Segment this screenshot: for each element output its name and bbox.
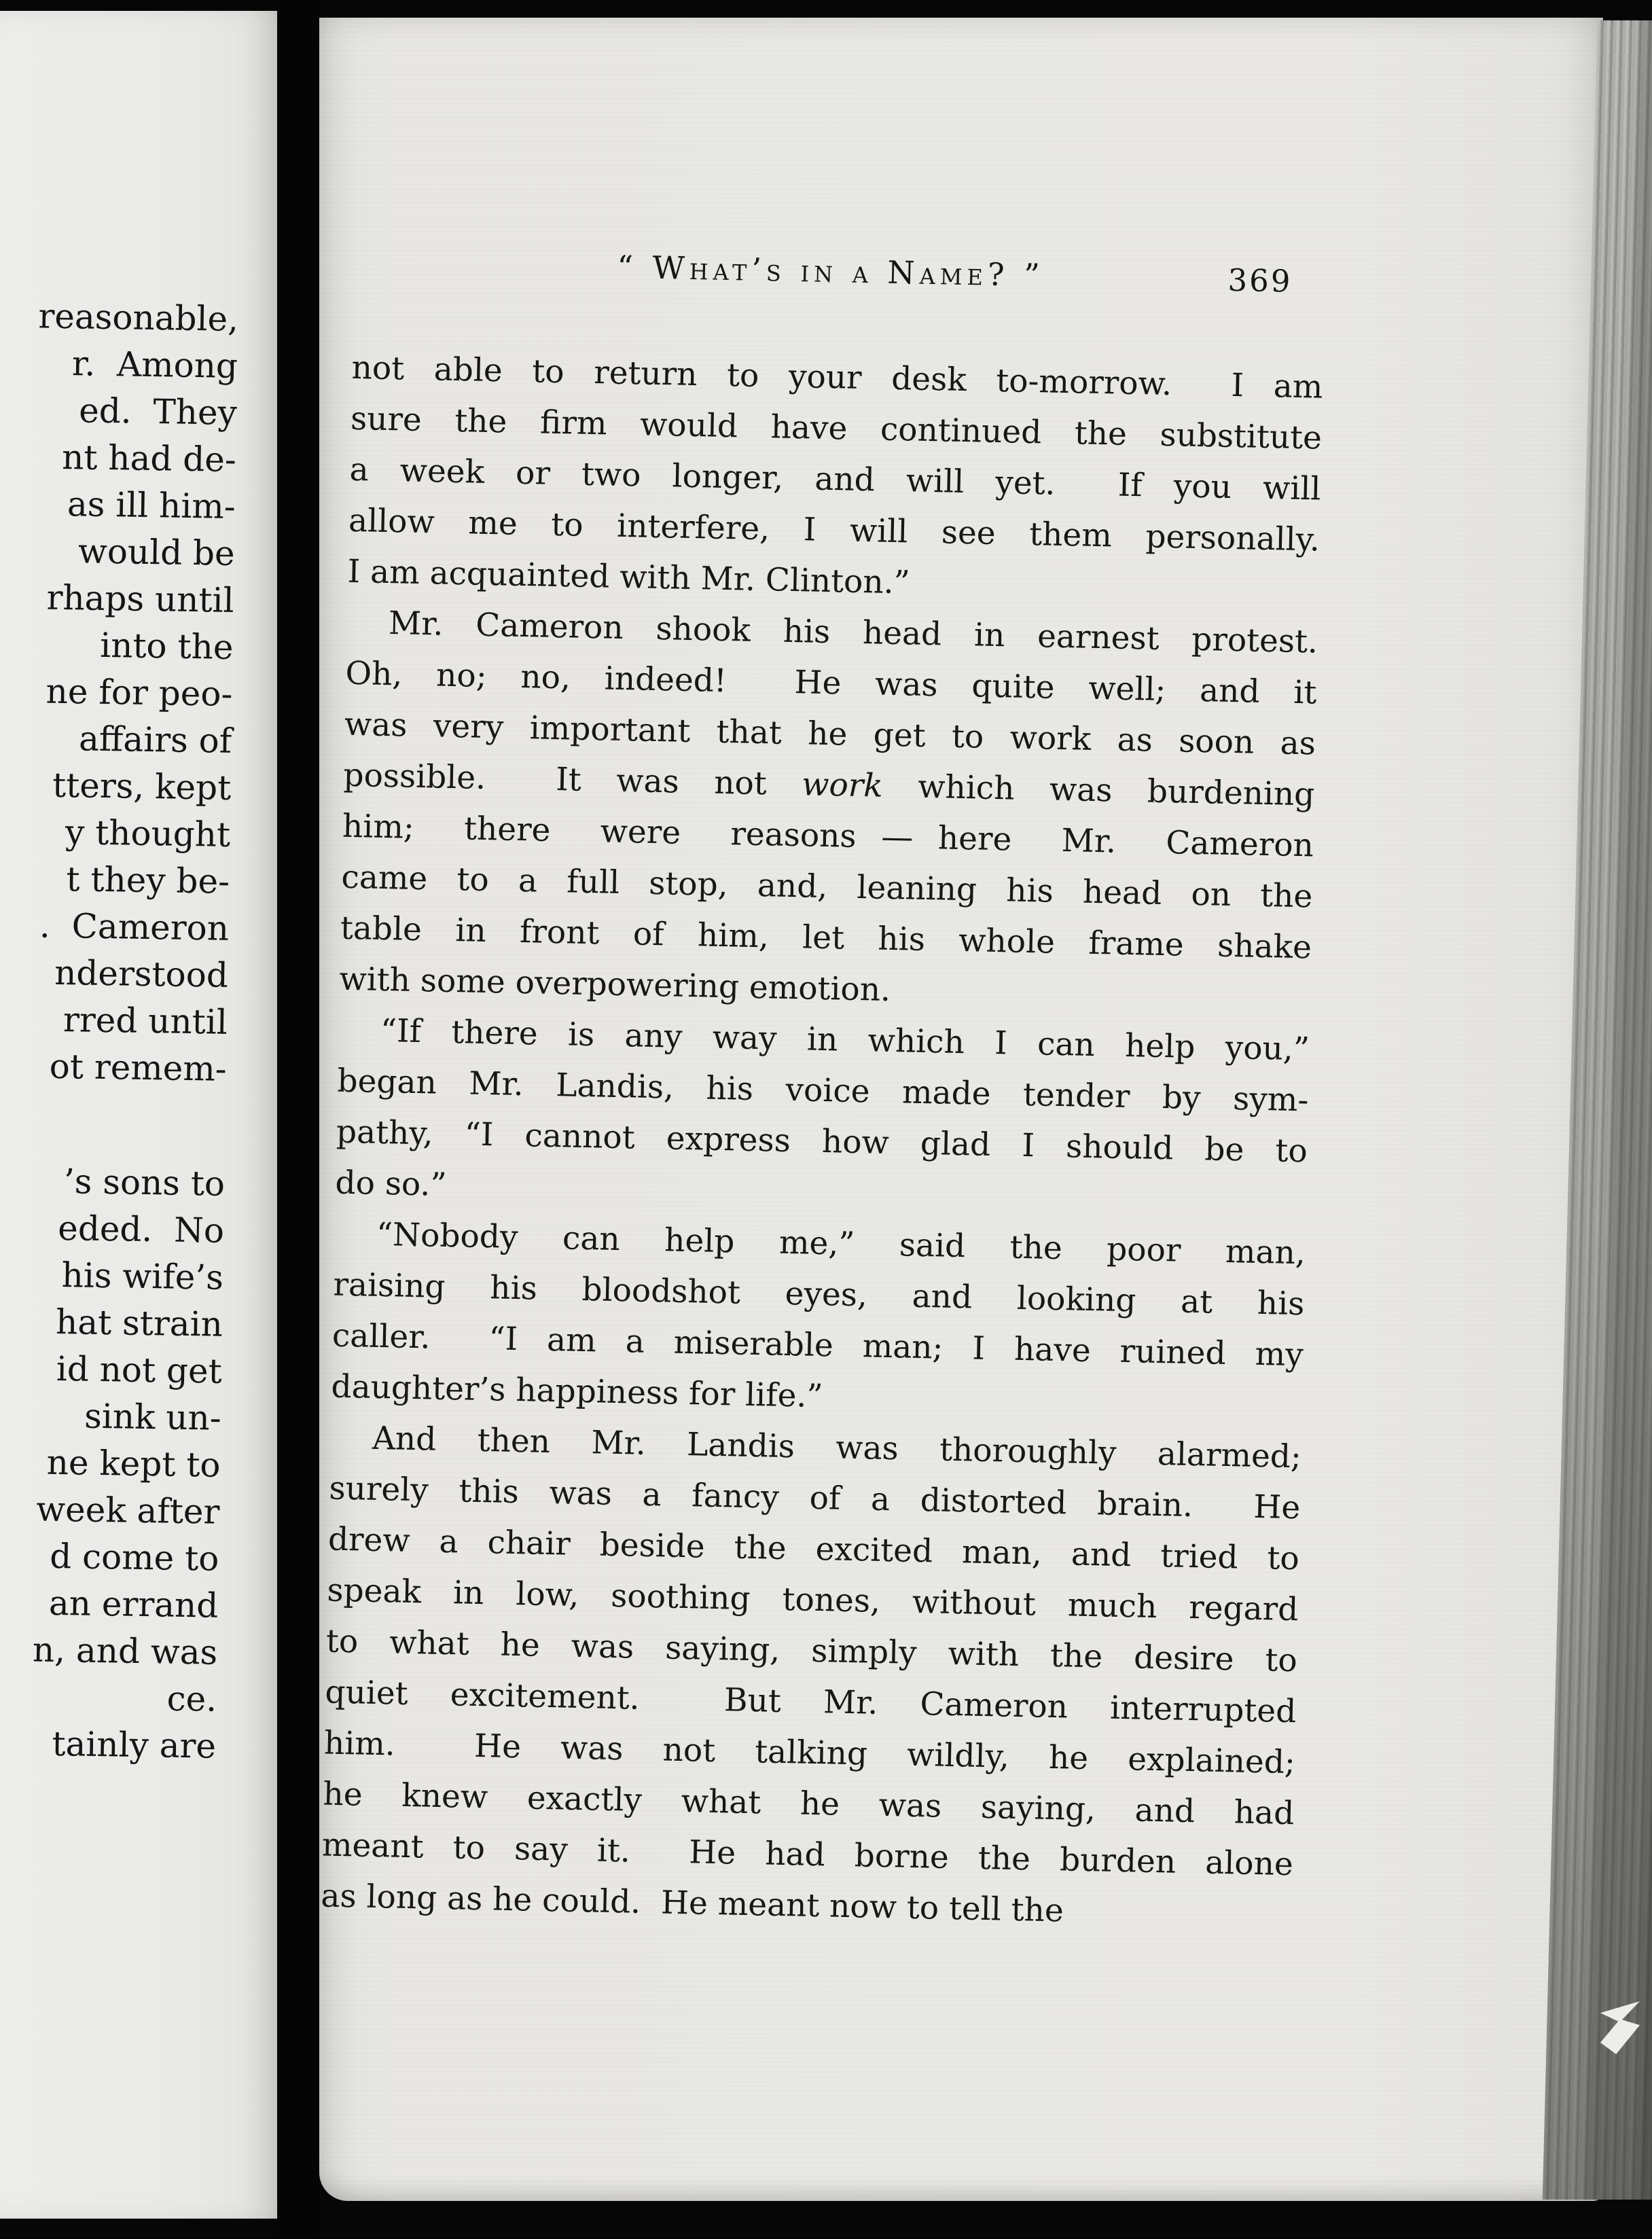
clipped-text-line: . Cameron xyxy=(39,906,230,948)
text-segment: And then Mr. Landis was thoroughly alarmed; xyxy=(372,1419,1302,1476)
text-segment: “Nobody can help me,” said the poor man, xyxy=(376,1215,1306,1272)
clipped-text-line: r. Among xyxy=(72,344,238,386)
text-segment: came to a full stop, and, leaning his head on the xyxy=(341,858,1313,916)
text-segment: daughter’s happiness for life.” xyxy=(330,1367,823,1416)
clipped-text-line: nt had de- xyxy=(62,437,237,480)
text-segment: meant to say it. He had borne the burden alone xyxy=(321,1826,1294,1884)
page-number: 369 xyxy=(1227,262,1293,300)
clipped-text-line: eded. No xyxy=(58,1208,225,1251)
clipped-text-line: affairs of xyxy=(79,719,233,761)
clipped-text-line: ne kept to xyxy=(46,1442,221,1485)
text-segment: with some overpowering emotion. xyxy=(339,960,891,1009)
clipped-text-line: ot remem- xyxy=(49,1046,228,1089)
clipped-text-line: ed. They xyxy=(79,391,238,433)
text-segment: him; there were reasons — here Mr. Cameron xyxy=(342,807,1314,865)
text-segment: he knew exactly what he was saying, and had xyxy=(322,1775,1295,1833)
text-segment: I am acquainted with Mr. Clinton.” xyxy=(347,552,911,602)
clipped-text-line: his wife’s xyxy=(61,1255,224,1297)
clipped-text-line: ce. xyxy=(166,1679,218,1719)
clipped-text-line: reasonable, xyxy=(38,296,239,339)
text-segment: not able to return to your desk to-morrow. I am xyxy=(351,348,1323,406)
text-segment: Mr. Cameron shook his head in earnest protest. xyxy=(388,605,1318,661)
page-content xyxy=(321,18,1330,1941)
text-segment: “If there is any way in which I can help you,” xyxy=(380,1011,1310,1069)
clipped-text-line: id not get xyxy=(56,1348,223,1391)
facing-page-text-column xyxy=(16,293,239,1770)
text-segment: sure the firm would have continued the substitute xyxy=(350,399,1323,457)
clipped-text-line: tainly are xyxy=(52,1723,217,1766)
clipped-text-line: an errand xyxy=(48,1583,219,1626)
italic-word: work xyxy=(801,766,884,805)
clipped-text-line: would be xyxy=(78,531,236,573)
text-segment: raising his bloodshot eyes, and looking at his xyxy=(333,1266,1305,1323)
body-text xyxy=(321,342,1323,1941)
text-segment: began Mr. Landis, his voice made tender by sym- xyxy=(337,1062,1309,1120)
clipped-text-line: rred until xyxy=(63,1000,228,1042)
text-segment: possible. It was not xyxy=(343,756,802,804)
clipped-text-line: t they be- xyxy=(66,859,230,901)
text-segment: to what he was saying, simply with the desire to xyxy=(325,1622,1298,1680)
text-segment: which was burdening xyxy=(882,767,1315,814)
book-spine-shadow xyxy=(277,0,319,2239)
running-head-row xyxy=(353,243,1325,305)
facing-page-fragment xyxy=(0,11,277,2219)
clipped-text-line: week after xyxy=(36,1489,221,1532)
clipped-text-line: ne for peo- xyxy=(46,671,234,714)
clipped-text-line: ’s sons to xyxy=(63,1162,226,1204)
book-page xyxy=(319,18,1603,2201)
text-segment: pathy, “I cannot express how glad I should be to xyxy=(336,1113,1308,1170)
text-segment: drew a chair beside the excited man, and tried to xyxy=(327,1520,1300,1578)
text-segment: speak in low, soothing tones, without much regard xyxy=(326,1571,1299,1629)
text-segment: caller. “I am a miserable man; I have ruined my xyxy=(331,1316,1304,1374)
clipped-text-line: hat strain xyxy=(56,1302,223,1344)
clipped-text-line: d come to xyxy=(50,1536,220,1579)
text-segment: Oh, no; no, indeed! He was quite well; and it xyxy=(345,654,1317,712)
text-segment: do so.” xyxy=(335,1164,447,1204)
clipped-text-line: y thought xyxy=(65,812,231,855)
text-segment: quiet excitement. But Mr. Cameron interrupted xyxy=(324,1673,1297,1731)
text-segment: as long as he could. He meant now to tell the xyxy=(320,1877,1064,1930)
text-segment: a week or two longer, and will yet. If you will xyxy=(349,450,1321,508)
clipped-text-line: into the xyxy=(100,625,234,667)
clipped-text-line: nderstood xyxy=(54,952,229,995)
text-segment: table in front of him, let his whole frame shake xyxy=(340,909,1312,967)
paragraph-gap xyxy=(25,1090,226,1161)
text-segment: surely this was a fancy of a distorted brain. He xyxy=(328,1469,1301,1527)
text-segment: him. He was not talking wildly, he explained; xyxy=(323,1724,1296,1782)
clipped-text-line: sink un- xyxy=(84,1396,222,1438)
clipped-text-line: rhaps until xyxy=(46,577,235,620)
text-segment: was very important that he get to work as soon as xyxy=(344,705,1316,763)
clipped-text-line: tters, kept xyxy=(52,765,232,808)
clipped-text-line: n, and was xyxy=(33,1630,219,1672)
clipped-text-line: as ill him- xyxy=(67,484,236,526)
text-segment: allow me to interfere, I will see them personally. xyxy=(348,501,1321,559)
running-head-title: “ What’s in a Name? ” xyxy=(616,248,1045,294)
